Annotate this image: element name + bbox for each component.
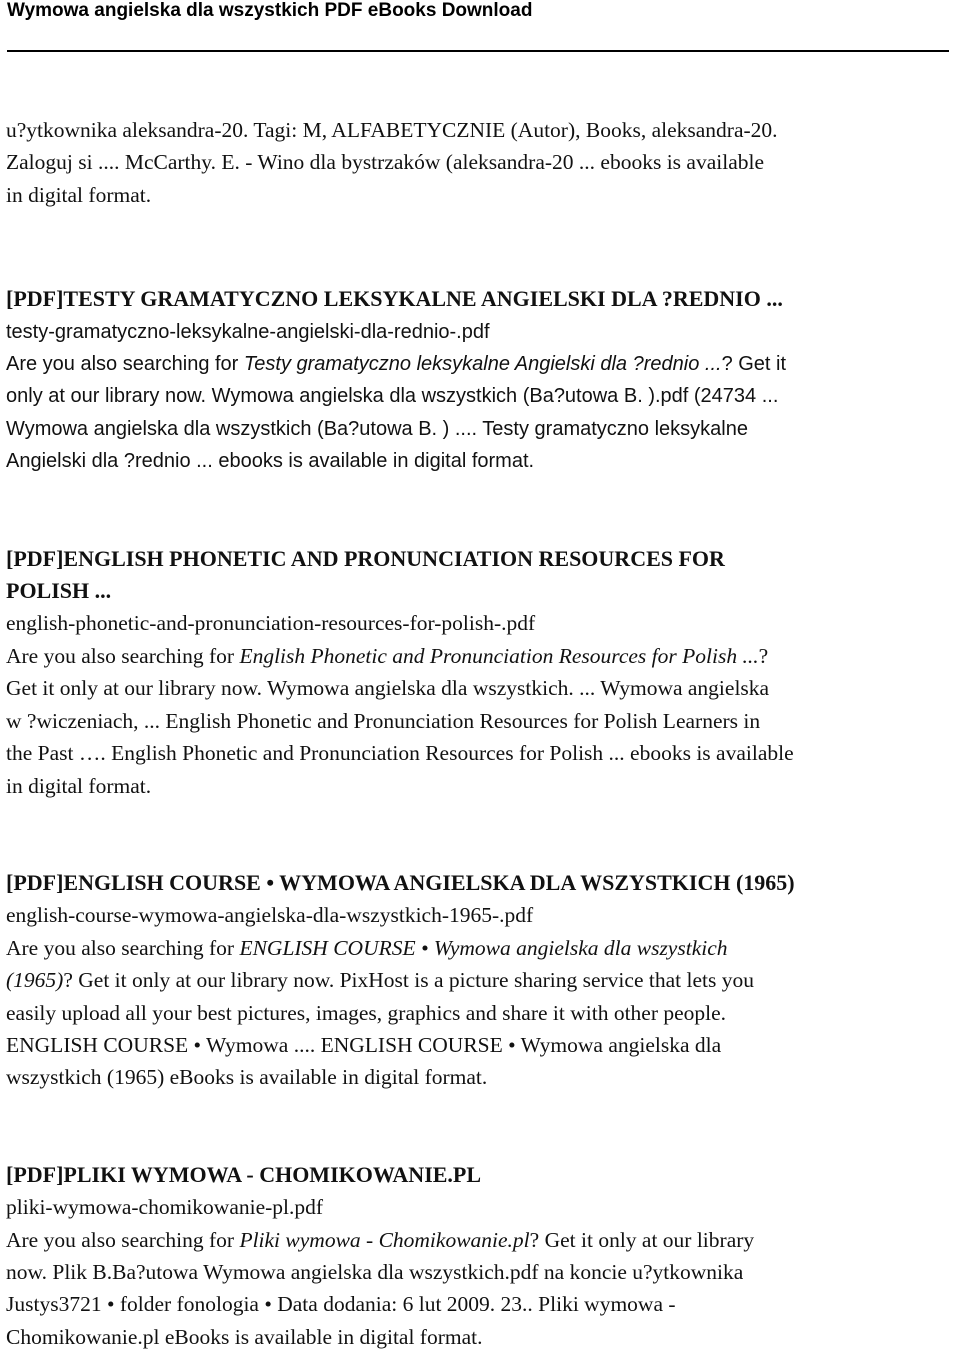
result-filename: testy-gramatyczno-leksykalne-angielski-dla-rednio-.pdf xyxy=(6,320,490,343)
search-term: (1965) xyxy=(6,968,64,993)
result-title-link[interactable]: POLISH ... xyxy=(6,578,112,604)
result-description-line: Chomikowanie.pl eBooks is available in digital format. xyxy=(6,1324,483,1349)
result-description-line: ENGLISH COURSE • Wymowa .... ENGLISH COURSE • Wymowa angielska dla xyxy=(6,1032,722,1057)
intro-line: Zaloguj si .... McCarthy. E. - Wino dla bystrzaków (aleksandra-20 ... ebooks is available xyxy=(6,150,765,175)
search-term: English Phonetic and Pronunciation Resources for Polish ... xyxy=(239,643,759,668)
result-title-link[interactable]: [PDF]PLIKI WYMOWA - CHOMIKOWANIE.PL xyxy=(6,1161,482,1187)
intro-paragraph xyxy=(6,114,960,211)
result-filename: english-course-wymowa-angielska-dla-wszystkich-1965-.pdf xyxy=(6,903,534,928)
result-description-line: Get it only at our library now. Wymowa angielska dla wszystkich. ... Wymowa angielska xyxy=(6,676,770,701)
intro-line: in digital format. xyxy=(6,182,152,207)
result-description-line: Are you also searching for Pliki wymowa - Chomikowanie.pl? Get it only at our library xyxy=(6,1227,755,1252)
result-description-line: w ?wiczeniach, ... English Phonetic and Pronunciation Resources for Polish Learners in xyxy=(6,708,761,733)
page-title: Wymowa angielska dla wszystkich PDF eBooks Download xyxy=(7,0,533,21)
result-title-link[interactable]: [PDF]TESTY GRAMATYCZNO LEKSYKALNE ANGIELSKI DLA ?REDNIO ... xyxy=(6,286,783,312)
intro-line: u?ytkownika aleksandra-20. Tagi: M, ALFABETYCZNIE (Autor), Books, aleksandra-20. xyxy=(6,118,778,142)
result-description-line: the Past …. English Phonetic and Pronunciation Resources for Polish ... ebooks is available xyxy=(6,741,794,766)
content xyxy=(6,114,960,1353)
result-title-link[interactable]: [PDF]ENGLISH COURSE • WYMOWA ANGIELSKA DLA WSZYSTKICH (1965) xyxy=(6,869,795,895)
result-description-line: Wymowa angielska dla wszystkich (Ba?utowa B. ) .... Testy gramatyczno leksykalne xyxy=(6,417,748,440)
result-description-line: in digital format. xyxy=(6,773,152,798)
result-testy-gramatyczno xyxy=(6,283,960,477)
result-english-phonetic xyxy=(6,543,960,802)
result-description-line: Are you also searching for ENGLISH COURSE • Wymowa angielska dla wszystkich xyxy=(6,935,728,960)
result-english-course xyxy=(6,867,960,1094)
search-term: ENGLISH COURSE • Wymowa angielska dla wszystkich xyxy=(239,935,728,960)
search-term: Pliki wymowa - Chomikowanie.pl xyxy=(239,1227,530,1252)
result-description-line: Angielski dla ?rednio ... ebooks is available in digital format. xyxy=(6,450,535,473)
result-description-line: (1965)? Get it only at our library now. PixHost is a picture sharing service that lets you xyxy=(6,968,754,993)
page-header xyxy=(7,0,949,52)
result-description-line: now. Plik B.Ba?utowa Wymowa angielska dla wszystkich.pdf na koncie u?ytkownika xyxy=(6,1259,744,1284)
search-term: Testy gramatyczno leksykalne Angielski dla ?rednio ... xyxy=(243,353,722,376)
result-description-line: only at our library now. Wymowa angielska dla wszystkich (Ba?utowa B. ).pdf (24734 ... xyxy=(6,385,779,408)
result-filename: english-phonetic-and-pronunciation-resources-for-polish-.pdf xyxy=(6,611,536,636)
result-description-line: Are you also searching for Testy gramatyczno leksykalne Angielski dla ?rednio ...? Get it xyxy=(6,353,787,376)
result-description-line: wszystkich (1965) eBooks is available in digital format. xyxy=(6,1065,488,1090)
result-description-line: Are you also searching for English Phonetic and Pronunciation Resources for Polish ...? xyxy=(6,643,769,668)
result-description-line: Justys3721 • folder fonologia • Data dodania: 6 lut 2009. 23.. Pliki wymowa - xyxy=(6,1292,676,1317)
result-description-line: easily upload all your best pictures, images, graphics and share it with other people. xyxy=(6,1000,727,1025)
result-title-link[interactable]: [PDF]ENGLISH PHONETIC AND PRONUNCIATION RESOURCES FOR xyxy=(6,545,725,571)
result-filename: pliki-wymowa-chomikowanie-pl.pdf xyxy=(6,1195,324,1220)
result-pliki-wymowa xyxy=(6,1159,960,1353)
